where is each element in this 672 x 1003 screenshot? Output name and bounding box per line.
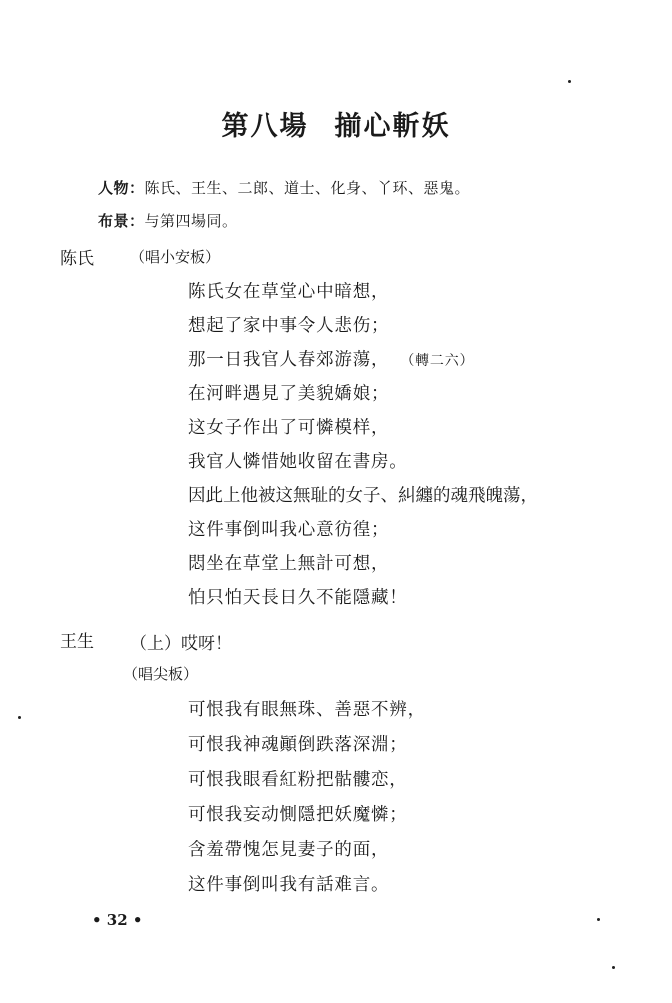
- stage-cue-2: （上）哎呀！: [130, 634, 232, 654]
- verse-line: 想起了家中事令人悲伤；: [188, 316, 390, 336]
- characters-value: 陈氏、王生、二郎、道士、化身、丫环、惡鬼。: [144, 179, 471, 197]
- verse-line: 可恨我神魂顚倒跌落深淵；: [188, 735, 408, 755]
- verse-line: 可恨我眼看紅粉把骷髏恋，: [188, 770, 408, 790]
- scenery-line: [98, 210, 238, 231]
- characters-line: [98, 177, 470, 198]
- stage-cue-1: （唱小安板）: [130, 248, 221, 266]
- speaker-chen: 陈氏: [60, 249, 94, 269]
- scenery-label: 布景：: [98, 212, 145, 230]
- verse-line: 这件事倒叫我有話难言。: [188, 875, 390, 895]
- characters-label: 人物：: [98, 179, 145, 197]
- verse-line: 因此上他被这無耻的女子、糾纏的魂飛魄蕩，: [188, 486, 538, 506]
- verse-line: 在河畔遇見了美貌嬌娘；: [188, 384, 390, 404]
- verse-line: 这女子作出了可憐模样，: [188, 418, 390, 438]
- verse-line: 可恨我有眼無珠、善惡不辨，: [188, 700, 426, 720]
- verse-line: 悶坐在草堂上無計可想，: [188, 554, 390, 574]
- verse-line: 含羞帶愧怎見妻子的面，: [188, 840, 390, 860]
- verse-line: 可恨我妄动惻隱把妖魔憐；: [188, 805, 408, 825]
- scene-name: 揃心斬妖: [334, 111, 451, 142]
- verse-line: 这件事倒叫我心意彷徨；: [188, 520, 390, 540]
- verse-text: 那一日我官人春郊游蕩，: [188, 350, 390, 370]
- verse-line: [188, 346, 474, 371]
- print-speck: [18, 716, 21, 719]
- scenery-value: 与第四場同。: [144, 212, 238, 230]
- verse-line: 怕只怕天長日久不能隱藏！: [188, 588, 408, 608]
- print-speck: [612, 966, 615, 969]
- print-speck: [597, 918, 600, 921]
- scene-title: [0, 104, 672, 143]
- scene-number: 第八場: [221, 111, 309, 142]
- speaker-wang: 王生: [60, 632, 94, 652]
- page-number: • 32 •: [92, 911, 143, 929]
- verse-line: 陈氏女在草堂心中暗想，: [188, 282, 390, 302]
- print-speck: [568, 80, 571, 83]
- verse-line: 我官人憐惜她收留在書房。: [188, 452, 408, 472]
- tempo-note: （轉二六）: [407, 353, 475, 369]
- stage-cue-3: （唱尖板）: [123, 665, 199, 683]
